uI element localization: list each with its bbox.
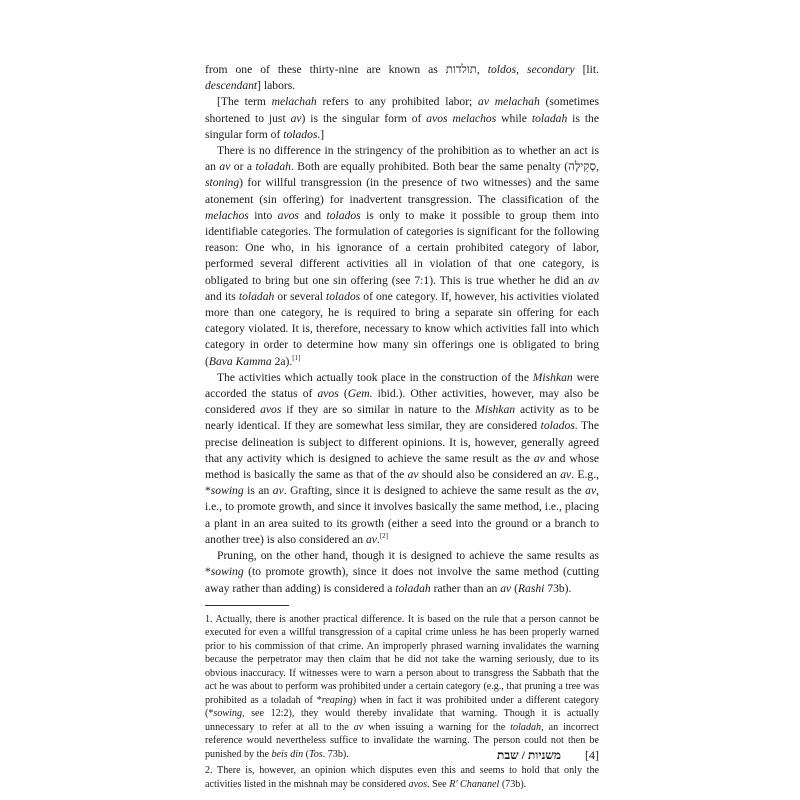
running-head: משניות / שבת (497, 748, 561, 762)
footnotes (205, 613, 599, 792)
footnote: 2. There is, however, an opinion which disputes even this and seems to hold that only the activities listed in the mishnah may be considered avos. See R' Chananel (73b). (205, 765, 599, 790)
main-text (205, 62, 599, 597)
paragraph: from one of these thirty-nine are known as תולדות, toldos, secondary [lit. descendant] labors. (205, 63, 599, 93)
page-body (205, 62, 599, 794)
paragraph: Pruning, on the other hand, though it is designed to achieve the same results as *sowing (to promote growth), since it does not involve the same method (cutting away rather than adding) is considered a toladah rather than an av (Rashi 73b). (205, 549, 599, 595)
paragraph: [The term melachah refers to any prohibited labor; av melachah (sometimes shortened to just av) is the singular form of avos melachos while toladah is the singular form of tolados.] (205, 95, 599, 141)
paragraph: There is no difference in the stringency of the prohibition as to whether an act is an av or a toladah. Both are equally prohibited. Both bear the same penalty (סְקִילָה, stoning) for willful transgression (in the presence of two witnesses) and the same atonement (sin offering) for inadvertent transgression. The classification of the melachos into avos and tolados is only to make it possible to group them into identifiable categories. The formulation of categories is significant for the following reason: One who, in his ignorance of a certain prohibited category of labor, performed several different activities all in violation of that one category, is obligated to bring but one sin offering (see 7:1). This is true whether he did an av and its toladah or several tolados of one category. If, however, his activities violated more than one category, he is required to bring a separate sin offering for each category violated. It is, therefore, necessary to know which activities fall into which category in order to determine how many sin offerings one is obligated to bring (Bava Kamma 2a).[1] (205, 144, 600, 368)
paragraph: The activities which actually took place in the construction of the Mishkan were accorded the status of avos (Gem. ibid.). Other activities, however, may also be considered avos if they are so similar in nature to the Mishkan activity as to be nearly identical. If they are somewhat less similar, they are considered tolados. The precise delineation is subject to different opinions. It is, however, generally agreed that any activity which is designed to achieve the same result as the av and whose method is basically the same as that of the av should also be considered an av. E.g., *sowing is an av. Grafting, since it is designed to achieve the same result as the av, i.e., to promote growth, and since it involves basically the same method, i.e., placing a plant in an area suited to its growth (either a seed into the ground or a branch to another tree) is also considered an av.[2] (205, 370, 600, 546)
footnote: 1. Actually, there is another practical difference. It is based on the rule that a person cannot be executed for even a willful transgression of a capital crime unless he has been properly warned prior to his commission of that crime. An improperly phrased warning invalidates the warning because the perpetrator may then claim that he did not take the warning seriously, due to its obvious inaccuracy. If witnesses were to warn a person about to transgress the Sabbath that the act he was about to perform was prohibited under a certain category (e.g., that pruning a tree was prohibited as a toladah of *reaping) when in fact it was prohibited under a different category (*sowing, see 12:2), they would thereby invalidate that warning. Though it is actually unnecessary to refer at all to the av when issuing a warning for the toladah, an incorrect reference would nevertheless suffice to invalidate the warning. The person could not then be punished by the beis din (Tos. 73b). (205, 613, 599, 760)
page-number: [4] (585, 748, 599, 762)
footnote-rule (205, 605, 289, 606)
